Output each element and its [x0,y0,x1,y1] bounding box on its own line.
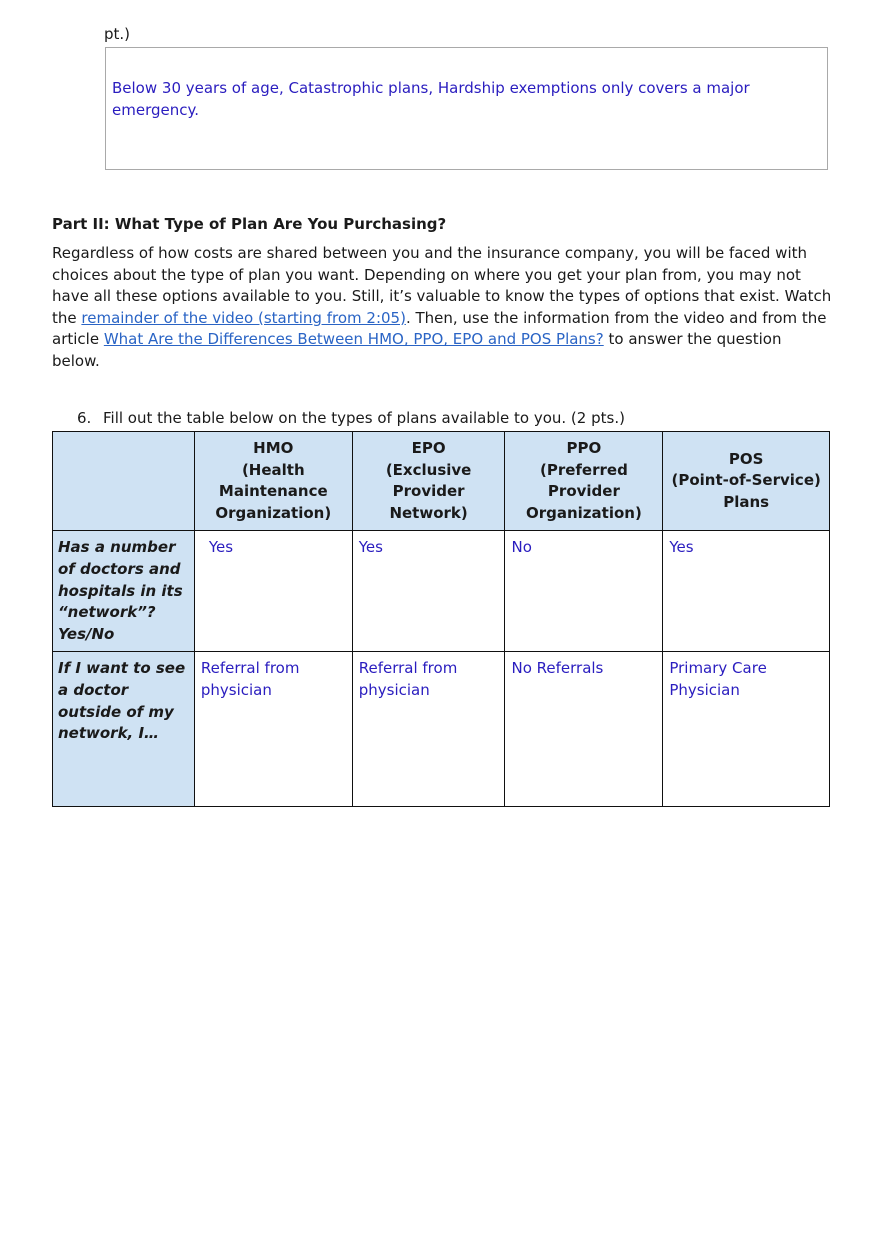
answer-cell-pos-network[interactable]: Yes [663,531,830,652]
answer-cell-epo-network[interactable]: Yes [352,531,505,652]
column-header-line: EPO [411,439,446,457]
column-header-line: (Exclusive [385,460,472,479]
answer-cell-ppo-outside[interactable]: No Referrals [505,652,663,807]
answer-cell-hmo-network[interactable]: Yes [194,531,352,652]
column-header-line: Network) [389,503,468,522]
table-header-row [53,432,830,531]
answer-cell-pos-outside[interactable]: Primary Care Physician [663,652,830,807]
article-link[interactable]: What Are the Differences Between HMO, PPO, EPO and POS Plans? [103,330,604,349]
question-6 [77,409,625,427]
answer-cell-epo-outside[interactable]: Referral from physician [352,652,505,807]
instructions-paragraph [52,243,832,373]
table-corner-cell [53,432,195,531]
column-header-line: (Point-of-Service) [671,471,821,490]
column-header-hmo [194,432,352,531]
column-header-line: Organization) [215,503,332,522]
column-header-line: HMO [253,439,294,457]
para-text-2: . Then, use the information from the video and from the article [52,308,827,349]
para-text-1: Regardless of how costs are shared between you and the insurance company, you will be faced with choices about the type of plan you want. Depending on where you get your plan from, you may not have all these options available to you. Still, it’s valuable to know the types of options that exist. Watch the [52,244,832,327]
column-header-epo [352,432,505,531]
answer-cell-hmo-outside[interactable]: Referral from physician [194,652,352,807]
para-text-3: to answer the question below. [52,330,782,370]
column-header-line: (Preferred [539,460,628,479]
plan-types-table [52,431,830,807]
row-label-network: Has a number of doctors and hospitals in its “network”? Yes/No [53,531,195,652]
column-header-line: Provider [392,482,465,501]
section-title: Part II: What Type of Plan Are You Purchasing? [52,215,447,233]
question-number: 6. [77,409,92,427]
previous-answer-text: Below 30 years of age, Catastrophic plans, Hardship exemptions only covers a major emergency. [112,79,750,119]
row-label-out-of-network: If I want to see a doctor outside of my network, I… [53,652,195,807]
answer-cell-ppo-network[interactable]: No [505,531,663,652]
previous-question-tail: pt.) [104,25,131,43]
table-row-out-of-network [53,652,830,807]
column-header-ppo [505,432,663,531]
column-header-line: Provider [547,482,620,501]
column-header-line: Plans [723,492,770,511]
previous-answer-box[interactable] [105,47,828,170]
column-header-pos [663,432,830,531]
column-header-line: (Health [241,460,305,479]
video-link[interactable]: remainder of the video (starting from 2:05) [81,308,406,327]
table-row-network [53,531,830,652]
column-header-line: Organization) [525,503,642,522]
column-header-line: PPO [566,439,602,457]
question-text: Fill out the table below on the types of plans available to you. (2 pts.) [103,409,625,427]
column-header-line: Maintenance [218,482,328,501]
column-header-line: POS [728,449,764,468]
